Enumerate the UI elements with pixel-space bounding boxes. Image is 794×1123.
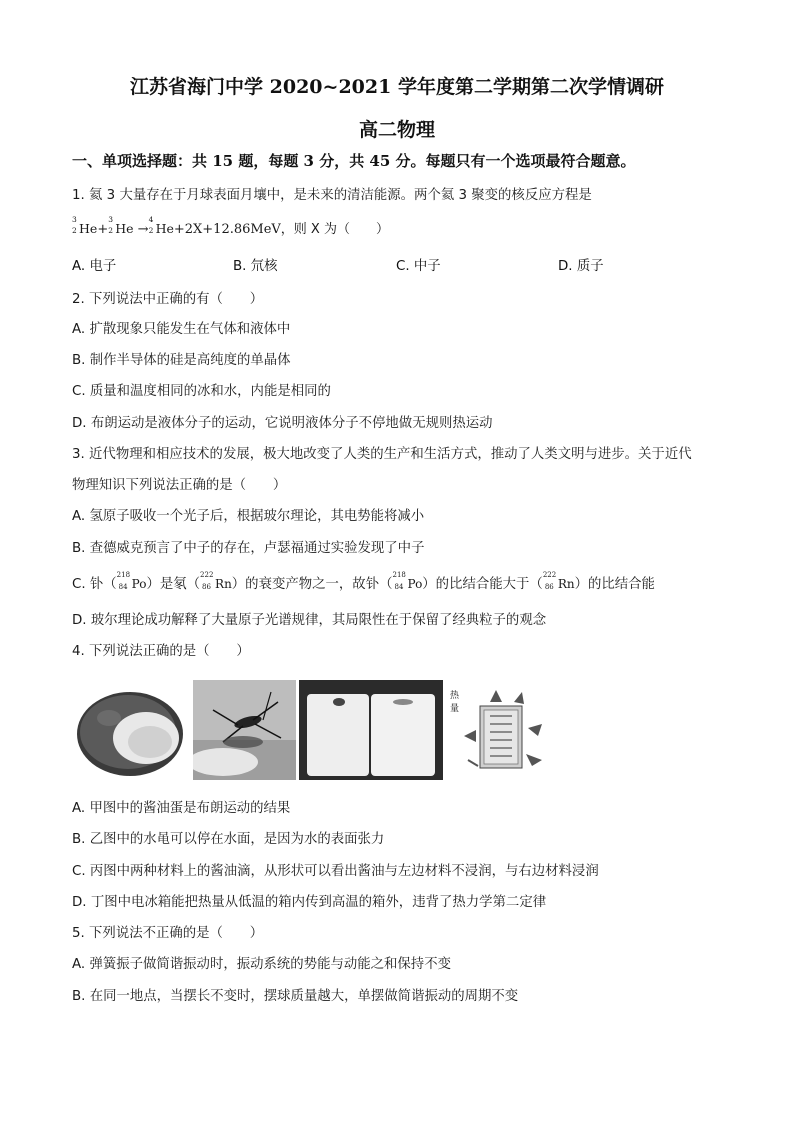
q3-option-d: D. 玻尔理论成功解释了大量原子光谱规律，其局限性在于保留了经典粒子的观念 bbox=[72, 613, 547, 628]
nuclide-he4: 4 2 He bbox=[148, 215, 174, 236]
figure-refrigerator bbox=[450, 680, 555, 780]
isotope-rn-2: 222 86 Rn bbox=[542, 571, 575, 591]
q3-stem-line2: 物理知识下列说法正确的是（ ） bbox=[72, 478, 287, 493]
q1-option-d: D. 质子 bbox=[558, 259, 604, 274]
isotope-rn-1: 222 86 Rn bbox=[200, 571, 232, 591]
q2-option-d: D. 布朗运动是液体分子的运动，它说明液体分子不停地做无规则热运动 bbox=[72, 416, 493, 431]
q3-option-a: A. 氢原子吸收一个光子后，根据玻尔理论，其电势能将减小 bbox=[72, 509, 425, 524]
q5-stem: 5. 下列说法不正确的是（ ） bbox=[72, 926, 264, 941]
q4-stem: 4. 下列说法正确的是（ ） bbox=[72, 644, 250, 659]
section-heading: 一、单项选择题：共 15 题，每题 3 分，共 45 分。每题只有一个选项最符合题意。 bbox=[72, 152, 636, 170]
figure-soy-egg bbox=[74, 680, 186, 780]
isotope-po-1: 218 84 Po bbox=[116, 571, 147, 591]
q3-option-c: C. 钋（ 218 84 Po）是氡（ 222 86 Rn）的衰变产物之一，故钋（ 218 84 Po）的比结合能大于（ 222 86 Rn）的比结合能 bbox=[72, 571, 655, 592]
equation-rest: +2X+12.86MeV bbox=[173, 222, 281, 237]
q1-option-a: A. 电子 bbox=[72, 259, 117, 274]
nuclide-he3-a: 3 2 He bbox=[72, 215, 98, 236]
exam-subtitle: 高二物理 bbox=[358, 119, 435, 141]
figure-water-strider bbox=[193, 680, 296, 780]
q4-option-a: A. 甲图中的酱油蛋是布朗运动的结果 bbox=[72, 801, 291, 816]
figure-two-materials bbox=[299, 680, 443, 780]
q4-option-c: C. 丙图中两种材料上的酱油滴，从形状可以看出酱油与左边材料不浸润，与右边材料浸润 bbox=[72, 864, 599, 879]
q2-stem: 2. 下列说法中正确的有（ ） bbox=[72, 292, 264, 307]
equation-tail: ，则 X 为（ ） bbox=[280, 222, 389, 237]
q5-option-b: B. 在同一地点，当摆长不变时，摆球质量越大，单摆做简谐振动的周期不变 bbox=[72, 989, 519, 1004]
q1-equation: 3 2 He+ 3 2 He → 4 2 He+2X+12.86MeV，则 X 为（ ） bbox=[72, 215, 389, 237]
nuclide-he3-b: 3 2 He bbox=[108, 215, 134, 236]
q3-stem-line1: 3. 近代物理和相应技术的发展，极大地改变了人类的生产和生活方式，推动了人类文明与进步。关于近代 bbox=[72, 447, 692, 462]
exam-title: 江苏省海门中学 2020~2021 学年度第二学期第二次学情调研 bbox=[130, 76, 664, 98]
q1-option-c: C. 中子 bbox=[396, 259, 441, 274]
q1-option-b: B. 氘核 bbox=[233, 259, 278, 274]
q1-stem: 1. 氦 3 大量存在于月球表面月壤中，是未来的清洁能源。两个氦 3 聚变的核反应方程是 bbox=[72, 188, 592, 203]
q4-option-b: B. 乙图中的水黾可以停在水面，是因为水的表面张力 bbox=[72, 832, 385, 847]
q4-option-d: D. 丁图中电冰箱能把热量从低温的箱内传到高温的箱外，违背了热力学第二定律 bbox=[72, 895, 547, 910]
q2-option-a: A. 扩散现象只能发生在气体和液体中 bbox=[72, 322, 291, 337]
q2-option-c: C. 质量和温度相同的冰和水，内能是相同的 bbox=[72, 384, 331, 399]
isotope-po-2: 218 84 Po bbox=[392, 571, 423, 591]
figure-heat-label: 热量 bbox=[450, 691, 460, 714]
q2-option-b: B. 制作半导体的硅是高纯度的单晶体 bbox=[72, 353, 291, 368]
q1-options bbox=[72, 255, 752, 275]
q3-option-b: B. 查德威克预言了中子的存在，卢瑟福通过实验发现了中子 bbox=[72, 541, 425, 556]
q5-option-a: A. 弹簧振子做简谐振动时，振动系统的势能与动能之和保持不变 bbox=[72, 957, 451, 972]
